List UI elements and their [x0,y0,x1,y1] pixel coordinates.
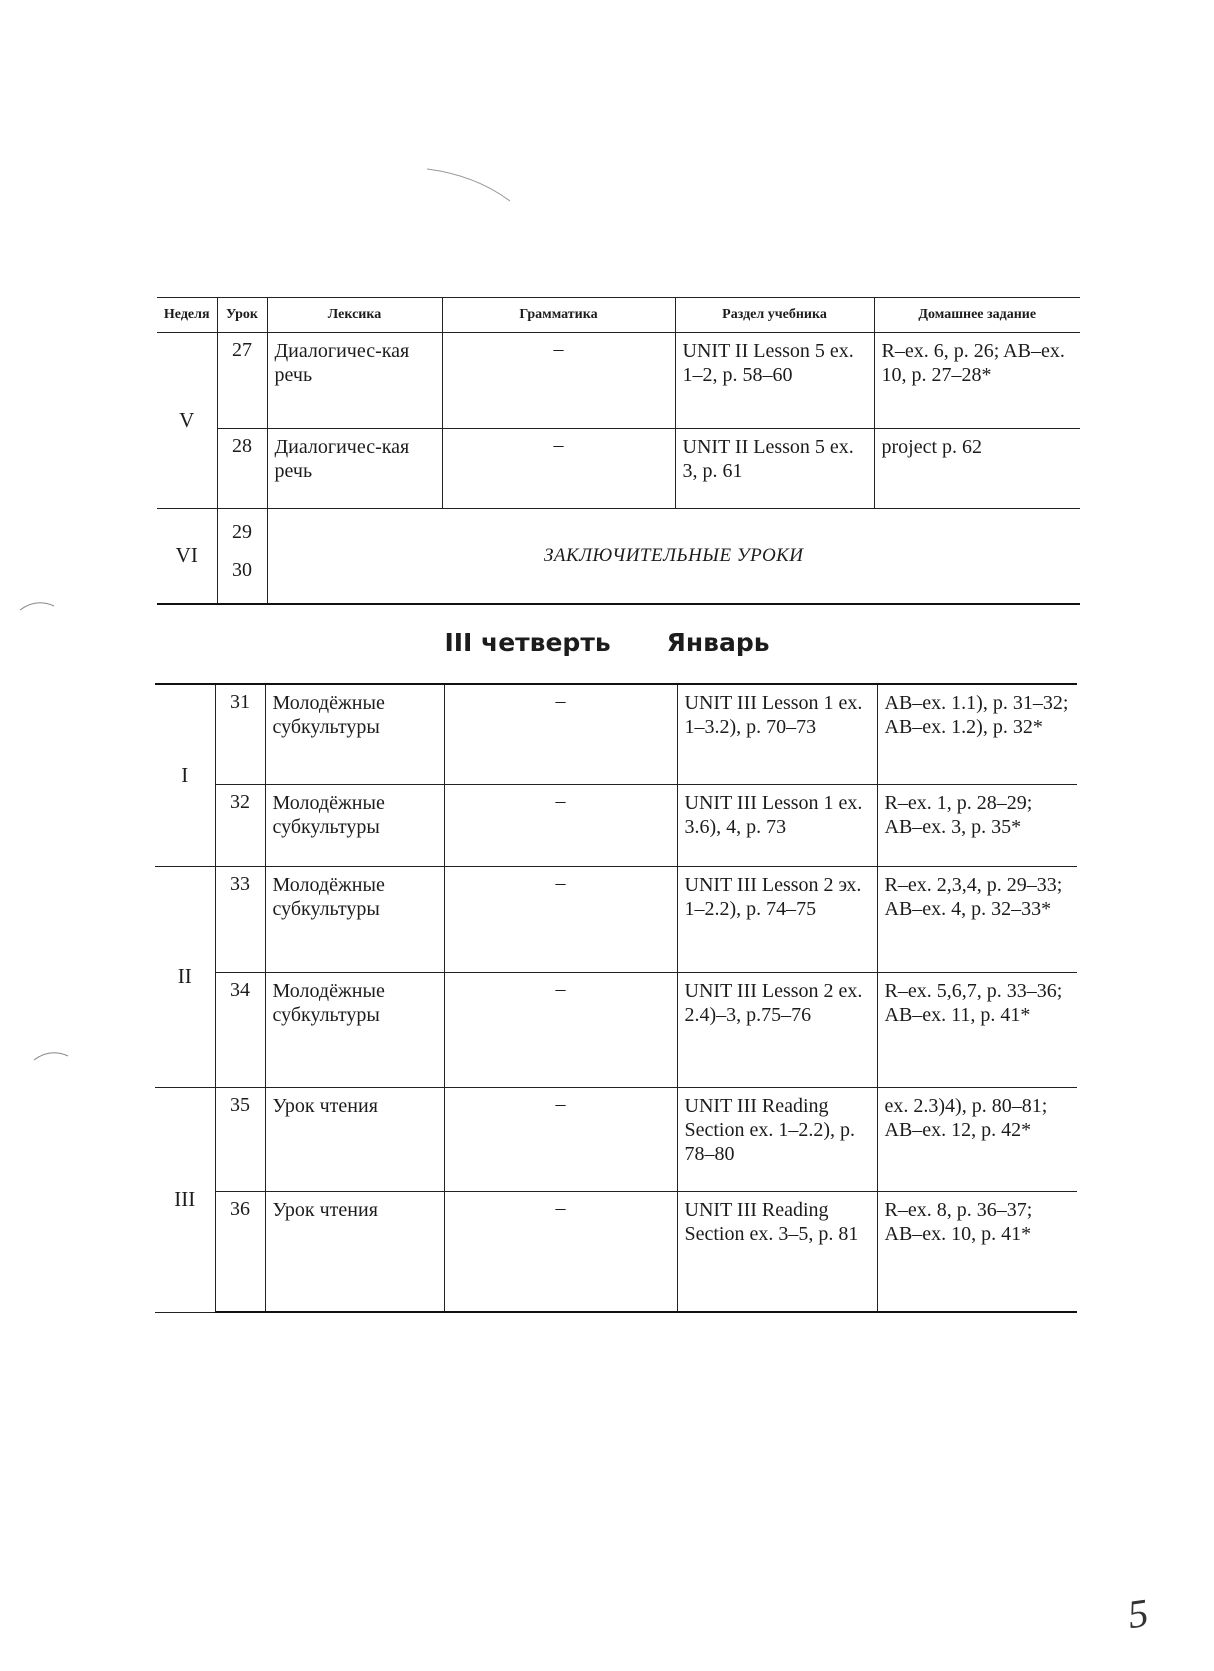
vocab-cell: Диалогичес-кая речь [267,333,442,429]
table-row [157,333,1080,429]
section-cell: UNIT III Lesson 1 ex. 3.6), 4, p. 73 [677,784,877,866]
column-header-week: Неделя [157,298,217,333]
vocab-cell: Молодёжные субкультуры [265,972,444,1087]
table-header-row [157,298,1080,333]
lesson-number-pair [217,509,267,604]
grammar-cell: – [442,429,675,509]
homework-cell: R–ex. 5,6,7, p. 33–36; AB–ex. 11, p. 41* [877,972,1077,1087]
grammar-cell: – [442,333,675,429]
grammar-cell: – [444,866,677,972]
vocab-cell: Молодёжные субкультуры [265,784,444,866]
lesson-number: 36 [215,1191,265,1312]
homework-cell: R–ex. 6, p. 26; AB–ex. 10, p. 27–28* [874,333,1080,429]
column-header-section: Раздел учебника [675,298,874,333]
homework-cell: ex. 2.3)4), p. 80–81; AB–ex. 12, p. 42* [877,1087,1077,1191]
lesson-number: 30 [232,559,252,581]
table-row [155,684,1077,784]
table-row [155,1087,1077,1191]
lesson-number: 35 [215,1087,265,1191]
section-cell: UNIT II Lesson 5 ex. 1–2, p. 58–60 [675,333,874,429]
month-label: Январь [666,628,770,657]
week-cell: II [155,866,215,1087]
column-header-grammar: Грамматика [442,298,675,333]
week-cell: III [155,1087,215,1312]
lesson-number: 27 [217,333,267,429]
lesson-number: 33 [215,866,265,972]
section-cell: UNIT III Lesson 1 ex. 1–3.2), p. 70–73 [677,684,877,784]
section-cell: UNIT III Reading Section ex. 3–5, p. 81 [677,1191,877,1312]
homework-cell: R–ex. 2,3,4, p. 29–33; AB–ex. 4, p. 32–33* [877,866,1077,972]
vocab-cell: Молодёжные субкультуры [265,866,444,972]
final-lessons-label: ЗАКЛЮЧИТЕЛЬНЫЕ УРОКИ [267,509,1080,604]
schedule-table-december [157,297,1080,605]
homework-cell: R–ex. 1, p. 28–29; AB–ex. 3, p. 35* [877,784,1077,866]
week-cell: I [155,684,215,866]
table-row [157,429,1080,509]
schedule-table-january [155,683,1077,1313]
lesson-number: 29 [232,521,252,543]
page-number: 5 [1124,1589,1152,1638]
grammar-cell: – [444,1191,677,1312]
vocab-cell: Урок чтения [265,1191,444,1312]
lesson-number: 28 [217,429,267,509]
lesson-number: 34 [215,972,265,1087]
table-row [155,1191,1077,1312]
homework-cell: R–ex. 8, p. 36–37; AB–ex. 10, p. 41* [877,1191,1077,1312]
grammar-cell: – [444,784,677,866]
scan-artifact-arc [425,165,515,205]
section-cell: UNIT III Reading Section ex. 1–2.2), p. 78–80 [677,1087,877,1191]
table-row [157,509,1080,604]
grammar-cell: – [444,1087,677,1191]
grammar-cell: – [444,684,677,784]
quarter-heading [0,628,1214,657]
vocab-cell: Урок чтения [265,1087,444,1191]
homework-cell: project p. 62 [874,429,1080,509]
week-cell: VI [157,509,217,604]
section-cell: UNIT III Lesson 2 эх. 1–2.2), p. 74–75 [677,866,877,972]
column-header-vocab: Лексика [267,298,442,333]
section-cell: UNIT II Lesson 5 ex. 3, p. 61 [675,429,874,509]
column-header-lesson: Урок [217,298,267,333]
vocab-cell: Молодёжные субкультуры [265,684,444,784]
vocab-cell: Диалогичес-кая речь [267,429,442,509]
grammar-cell: – [444,972,677,1087]
scan-artifact-mark [32,1048,72,1062]
section-cell: UNIT III Lesson 2 ex. 2.4)–3, p.75–76 [677,972,877,1087]
lesson-number: 32 [215,784,265,866]
homework-cell: AB–ex. 1.1), p. 31–32; AB–ex. 1.2), p. 32* [877,684,1077,784]
column-header-homework: Домашнее задание [874,298,1080,333]
table-row [155,866,1077,972]
week-cell: V [157,333,217,509]
table-row [155,972,1077,1087]
table-row [155,784,1077,866]
quarter-label: III четверть [444,628,611,657]
lesson-number: 31 [215,684,265,784]
scan-artifact-mark [18,598,58,612]
